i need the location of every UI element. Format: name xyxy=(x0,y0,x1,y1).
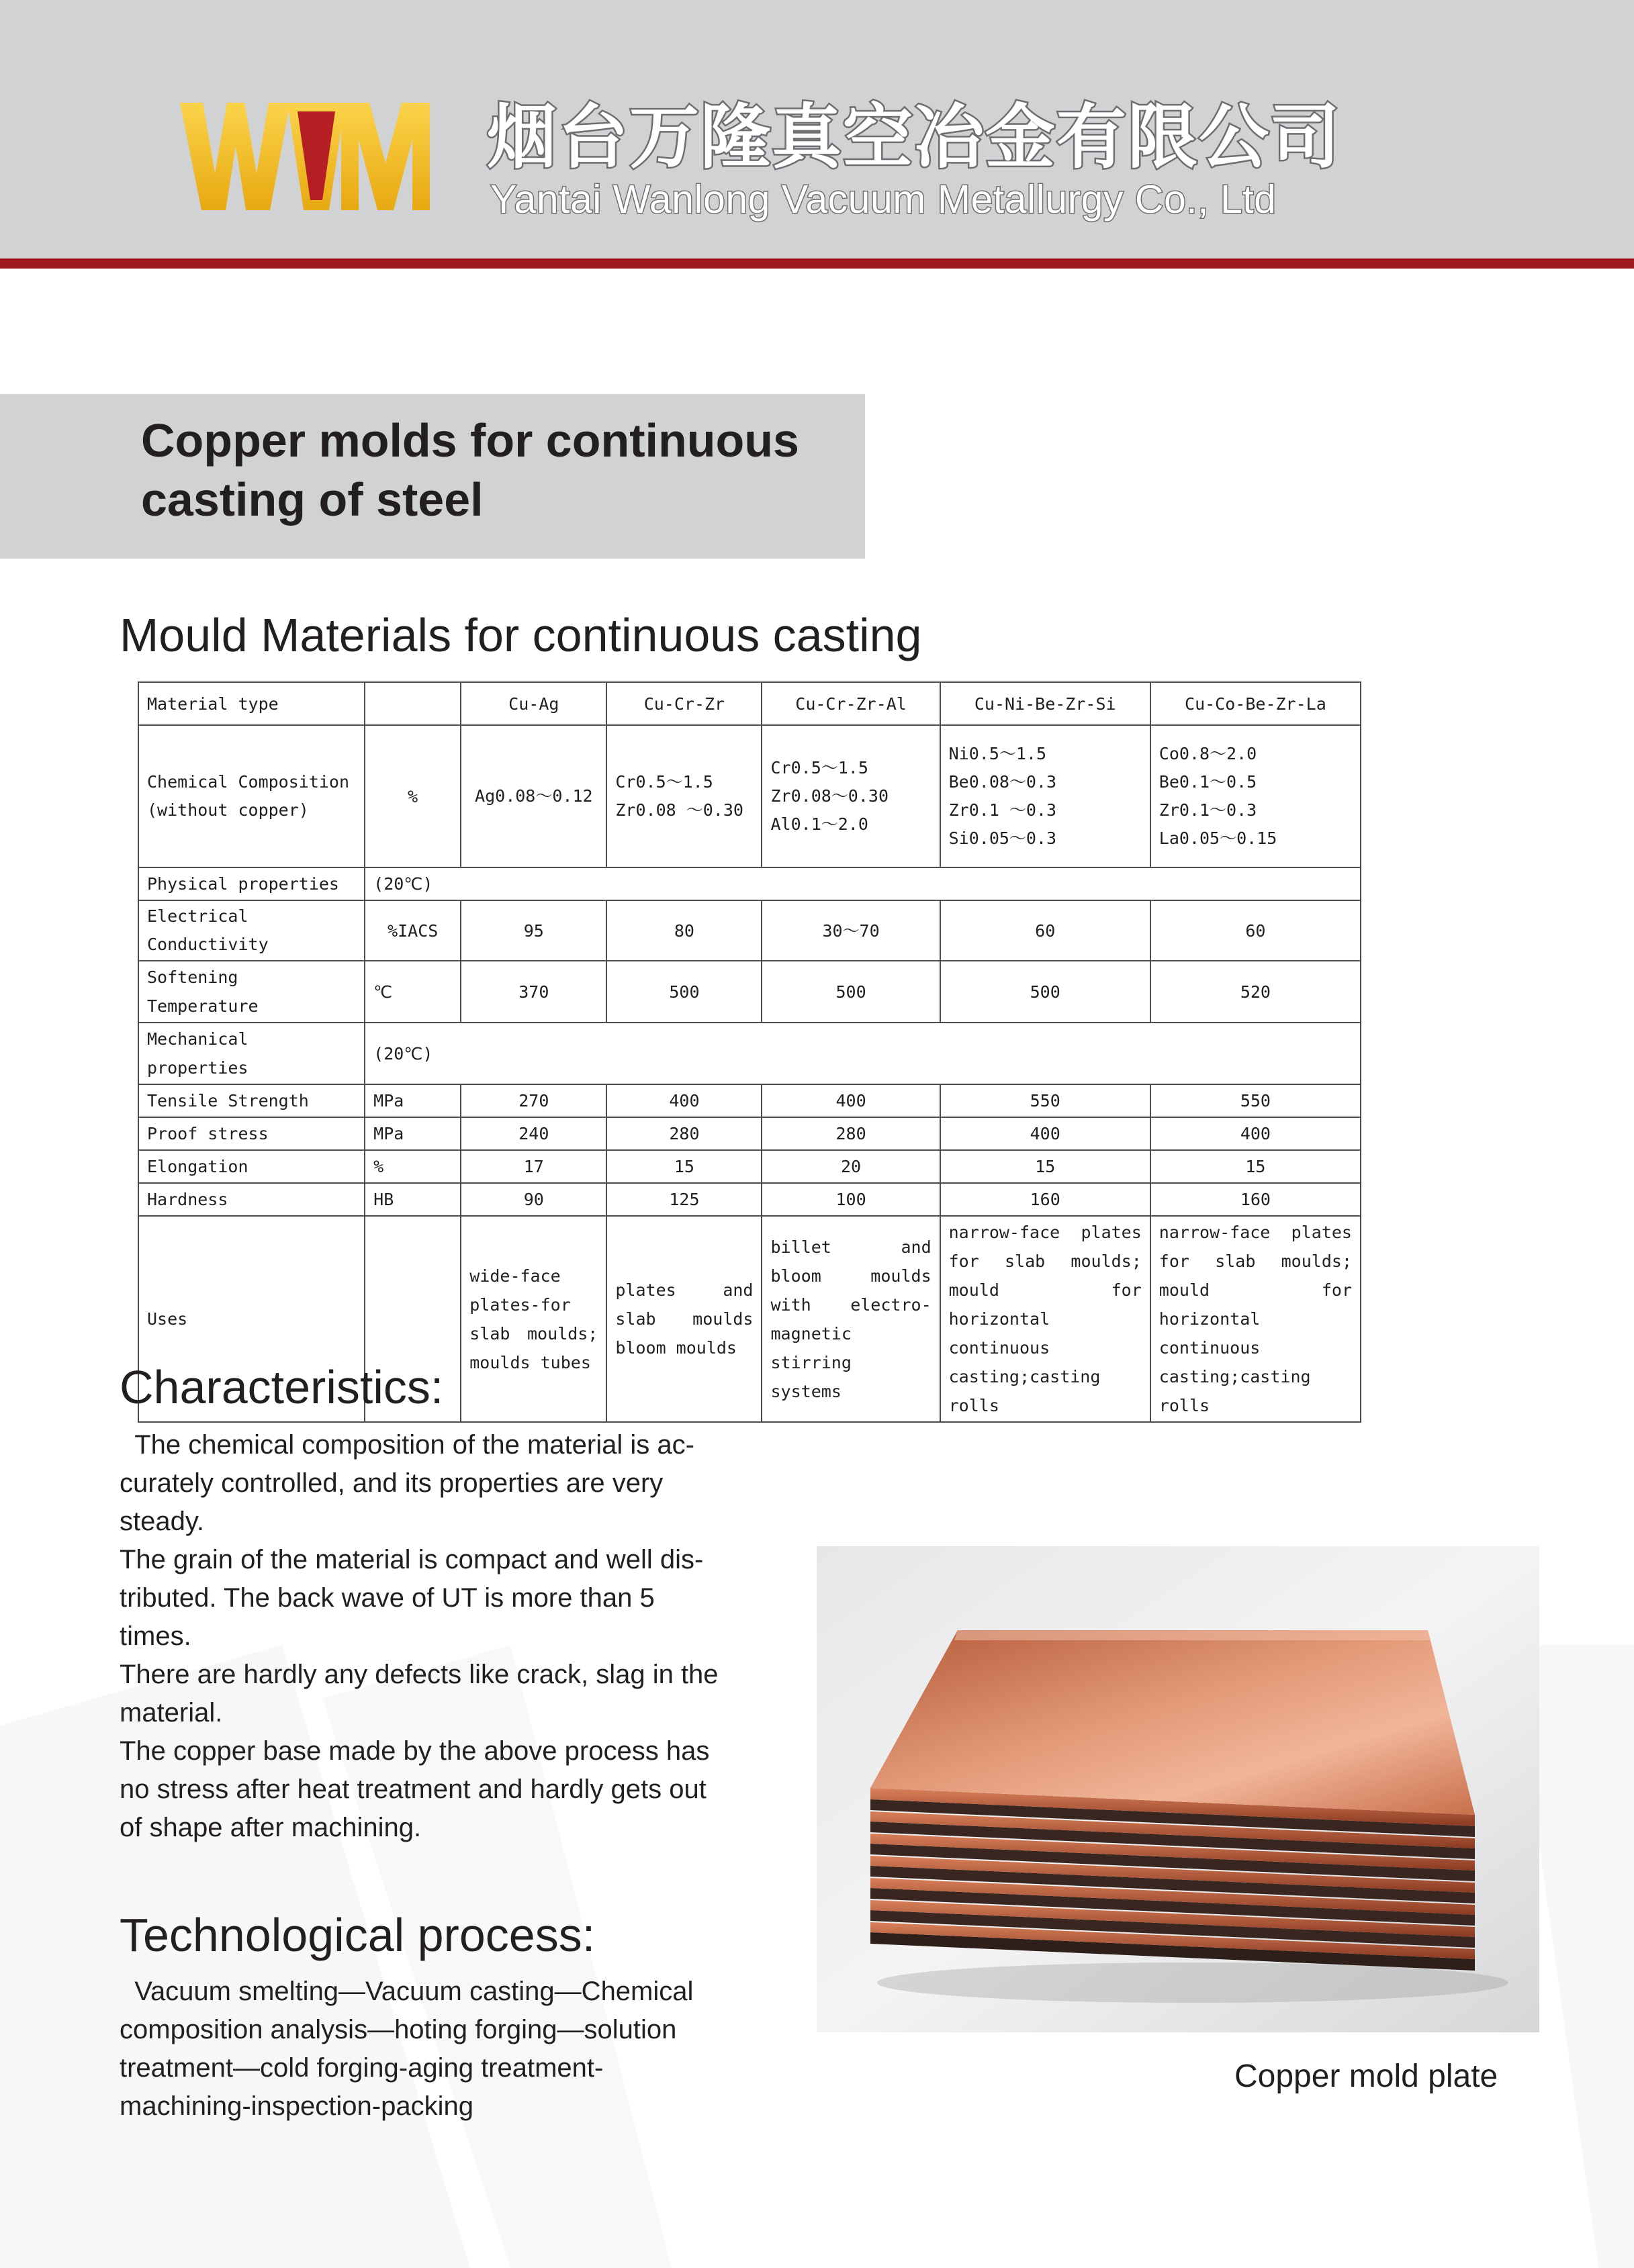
table-cell: (20℃) xyxy=(365,867,1361,900)
table-cell: Uses xyxy=(138,1216,365,1422)
table-cell: 400 xyxy=(1150,1117,1361,1150)
table-cell: 60 xyxy=(1150,900,1361,961)
page-title xyxy=(141,411,853,529)
table-row-proof xyxy=(138,1117,1361,1150)
table-cell: 400 xyxy=(762,1084,940,1117)
cell-line: La0.05～0.15 xyxy=(1159,829,1277,848)
table-row-softening xyxy=(138,961,1361,1023)
table-cell: 125 xyxy=(606,1183,762,1216)
table-cell: 270 xyxy=(461,1084,606,1117)
text-line: steady. xyxy=(120,1507,204,1536)
company-name-english: Yantai Wanlong Vacuum Metallurgy Co., Ltd xyxy=(490,177,1277,222)
technological-process-text xyxy=(120,1973,791,2126)
table-cell: 17 xyxy=(461,1150,606,1183)
table-cell: Cu-Cr-Zr xyxy=(606,682,762,725)
text-line: of shape after machining. xyxy=(120,1813,422,1842)
text-line: tributed. The back wave of UT is more than 5 xyxy=(120,1583,655,1613)
table-cell: 280 xyxy=(762,1117,940,1150)
text-line: curately controlled, and its properties are very xyxy=(120,1468,664,1498)
table-cell: 100 xyxy=(762,1183,940,1216)
cell-line: Al0.1～2.0 xyxy=(770,814,868,834)
characteristics-text xyxy=(120,1426,791,1847)
text-line: machining-inspection-packing xyxy=(120,2091,473,2121)
table-row-hardness xyxy=(138,1183,1361,1216)
table-cell: plates and slab moulds bloom moulds xyxy=(606,1216,762,1422)
table-cell: 15 xyxy=(1150,1150,1361,1183)
cell-line: Zr0.08 ～0.30 xyxy=(615,800,743,820)
text-line: There are hardly any defects like crack, slag in the xyxy=(120,1660,719,1689)
table-row-tensile xyxy=(138,1084,1361,1117)
company-logo xyxy=(180,99,446,214)
plate-stack xyxy=(870,1630,1475,1971)
cell-line: Cr0.5～1.5 xyxy=(615,772,713,792)
table-cell: 30～70 xyxy=(762,900,940,961)
table-cell: 80 xyxy=(606,900,762,961)
table-cell: (20℃) xyxy=(365,1023,1361,1084)
characteristics-heading: Characteristics: xyxy=(120,1361,444,1413)
mould-materials-table xyxy=(138,681,1361,1423)
table-cell xyxy=(365,682,461,725)
text-line: material. xyxy=(120,1698,223,1728)
table-cell xyxy=(138,725,365,867)
cell-line: Co0.8～2.0 xyxy=(1159,744,1257,763)
table-cell: 15 xyxy=(940,1150,1150,1183)
table-cell: 400 xyxy=(606,1084,762,1117)
table-row-physical xyxy=(138,867,1361,900)
table-cell: 160 xyxy=(1150,1183,1361,1216)
table-cell: % xyxy=(365,1150,461,1183)
table-row-electrical xyxy=(138,900,1361,961)
cell-line: Zr0.08～0.30 xyxy=(770,786,889,806)
cell-line: Ni0.5～1.5 xyxy=(948,744,1047,763)
cell-line: (without copper) xyxy=(147,800,309,820)
table-cell: 20 xyxy=(762,1150,940,1183)
text-line: times. xyxy=(120,1621,191,1651)
text-line: treatment—cold forging-aging treatment- xyxy=(120,2053,604,2083)
table-cell: Proof stress xyxy=(138,1117,365,1150)
technological-process-heading: Technological process: xyxy=(120,1909,596,1961)
table-cell xyxy=(1150,725,1361,867)
table-cell: 160 xyxy=(940,1183,1150,1216)
table-cell: 280 xyxy=(606,1117,762,1150)
text-line: The grain of the material is compact and well dis- xyxy=(120,1545,704,1574)
cell-line: Conductivity xyxy=(147,935,269,954)
table-cell xyxy=(606,725,762,867)
cell-line: Be0.1～0.5 xyxy=(1159,772,1257,792)
text-line: composition analysis—hoting forging—solution xyxy=(120,2015,677,2044)
table-row-chemical xyxy=(138,725,1361,867)
table-cell: wide-face plates-for slab moulds; moulds tubes xyxy=(461,1216,606,1422)
table-cell: Cu-Ni-Be-Zr-Si xyxy=(940,682,1150,725)
cell-line: Zr0.1～0.3 xyxy=(1159,800,1257,820)
cell-line: Zr0.1 ～0.3 xyxy=(948,800,1057,820)
table-cell: Cu-Co-Be-Zr-La xyxy=(1150,682,1361,725)
table-cell: %IACS xyxy=(365,900,461,961)
text-line: no stress after heat treatment and hardly gets out xyxy=(120,1775,707,1804)
table-cell: Hardness xyxy=(138,1183,365,1216)
cell-line: Cr0.5～1.5 xyxy=(770,758,868,777)
cell-line: Si0.05～0.3 xyxy=(948,829,1057,848)
cell-line: Chemical Composition xyxy=(147,772,350,792)
table-cell: 500 xyxy=(940,961,1150,1023)
cell-line: Electrical xyxy=(147,906,248,926)
table-cell xyxy=(138,900,365,961)
table-cell: 400 xyxy=(940,1117,1150,1150)
table-cell: 520 xyxy=(1150,961,1361,1023)
table-cell: 500 xyxy=(762,961,940,1023)
table-cell: Cu-Ag xyxy=(461,682,606,725)
table-cell: Physical properties xyxy=(138,867,365,900)
table-cell: Softening Temperature xyxy=(138,961,365,1023)
page-title-line-1: Copper molds for continuous xyxy=(141,414,799,467)
table-cell: Tensile Strength xyxy=(138,1084,365,1117)
company-name-chinese: 烟台万隆真空冶金有限公司 xyxy=(487,96,1342,178)
table-cell: 240 xyxy=(461,1117,606,1150)
table-cell: Cu-Cr-Zr-Al xyxy=(762,682,940,725)
table-header-row xyxy=(138,682,1361,725)
header-red-rule xyxy=(0,258,1634,269)
text-line: The chemical composition of the material is ac- xyxy=(120,1430,694,1460)
table-cell: 15 xyxy=(606,1150,762,1183)
cell-line: Ag0.08～0.12 xyxy=(475,786,593,806)
table-cell: MPa xyxy=(365,1117,461,1150)
text-line: Vacuum smelting—Vacuum casting—Chemical xyxy=(120,1977,694,2006)
table-cell: 90 xyxy=(461,1183,606,1216)
table-row-mechanical xyxy=(138,1023,1361,1084)
photo-caption: Copper mold plate xyxy=(1234,2059,1498,2094)
table-cell: % xyxy=(365,725,461,867)
page-title-line-2: casting of steel xyxy=(141,473,484,526)
table-cell: billet and bloom moulds with electro-magnetic stirring systems xyxy=(762,1216,940,1422)
table-cell: Mechanical properties xyxy=(138,1023,365,1084)
table-cell: 60 xyxy=(940,900,1150,961)
text-line: The copper base made by the above process has xyxy=(120,1736,710,1766)
table-cell: 500 xyxy=(606,961,762,1023)
table-cell: 550 xyxy=(940,1084,1150,1117)
table-cell: ℃ xyxy=(365,961,461,1023)
table-cell: narrow-face plates for slab moulds; mould for horizontal continuous casting;casting rolls xyxy=(940,1216,1150,1422)
copper-mold-plate-photo xyxy=(817,1546,1539,2032)
mould-materials-heading: Mould Materials for continuous casting xyxy=(120,609,922,661)
table-cell: 95 xyxy=(461,900,606,961)
table-cell: HB xyxy=(365,1183,461,1216)
table-cell: 550 xyxy=(1150,1084,1361,1117)
table-cell: Elongation xyxy=(138,1150,365,1183)
table-cell: MPa xyxy=(365,1084,461,1117)
table-cell xyxy=(940,725,1150,867)
cell-line: Be0.08～0.3 xyxy=(948,772,1057,792)
table-cell xyxy=(762,725,940,867)
table-cell: narrow-face plates for slab moulds; mould for horizontal continuous casting;casting rolls xyxy=(1150,1216,1361,1422)
table-cell xyxy=(461,725,606,867)
table-cell: 370 xyxy=(461,961,606,1023)
table-row-elongation xyxy=(138,1150,1361,1183)
table-cell: Material type xyxy=(138,682,365,725)
